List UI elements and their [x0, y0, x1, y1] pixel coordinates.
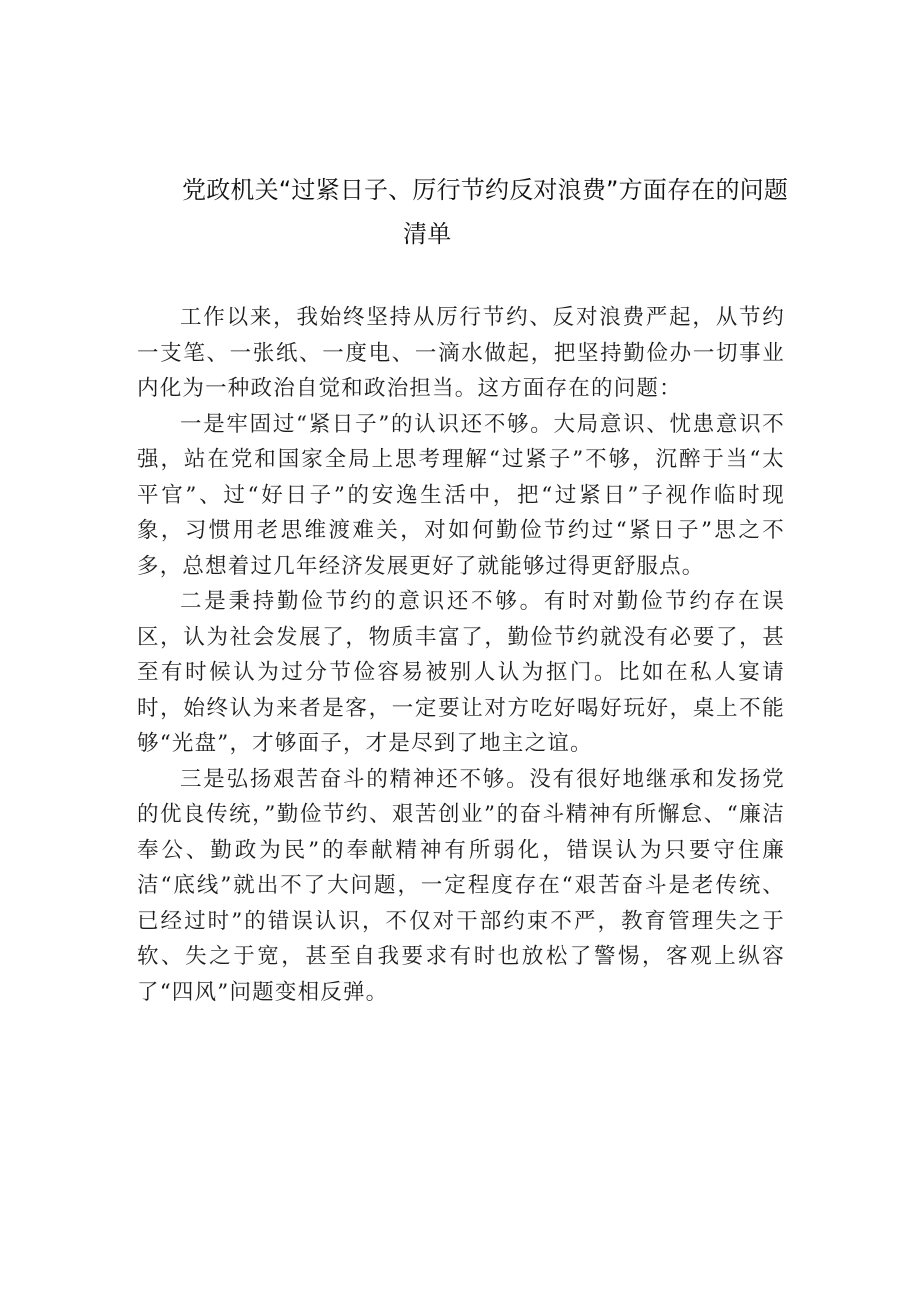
- title-line-1: 党政机关“过紧日子、厉行节约反对浪费”方面存在的问题: [182, 176, 789, 204]
- paragraph-issue-2: 二是秉持勤俭节约的意识还不够。有时对勤俭节约存在误区，认为社会发展了，物质丰富了，勤俭节约就没有必要了，甚至有时候认为过分节俭容易被别人认为抠门。比如在私人宴请时，始终认为来者是客，一定要让对方吃好喝好玩好，桌上不能够“光盘”，才够面子，才是尽到了地主之谊。: [137, 589, 785, 756]
- paragraph-issue-1: 一是牢固过“紧日子”的认识还不够。大局意识、忧患意识不强，站在党和国家全局上思考理解“过紧子”不够，沉醉于当“太平官”、过“好日子”的安逸生活中，把“过紧日”子视作临时现象，习惯用老思维渡难关，对如何勤俭节约过“紧日子”思之不多，总想着过几年经济发展更好了就能够过得更舒服点。: [137, 411, 785, 579]
- title-line-2: 清单: [403, 220, 452, 248]
- document-title: [135, 168, 789, 256]
- document-body: [137, 300, 785, 1010]
- paragraph-intro: 工作以来，我始终坚持从厉行节约、反对浪费严起，从节约一支笔、一张纸、一度电、一滴水做起，把坚持勤俭办一切事业内化为一种政治自觉和政治担当。这方面存在的问题：: [137, 305, 785, 401]
- paragraph-issue-3: 三是弘扬艰苦奋斗的精神还不够。没有很好地继承和发扬党的优良传统，”勤俭节约、艰苦创业”的奋斗精神有所懈怠、“廉洁奉公、勤政为民”的奉献精神有所弱化，错误认为只要守住廉洁“底线”就出不了大问题，一定程度存在“艰苦奋斗是老传统、已经过时”的错误认识，不仅对干部约束不严，教育管理失之于软、失之于宽，甚至自我要求有时也放松了警惕，客观上纵容了“四风”问题变相反弹。: [137, 766, 785, 1005]
